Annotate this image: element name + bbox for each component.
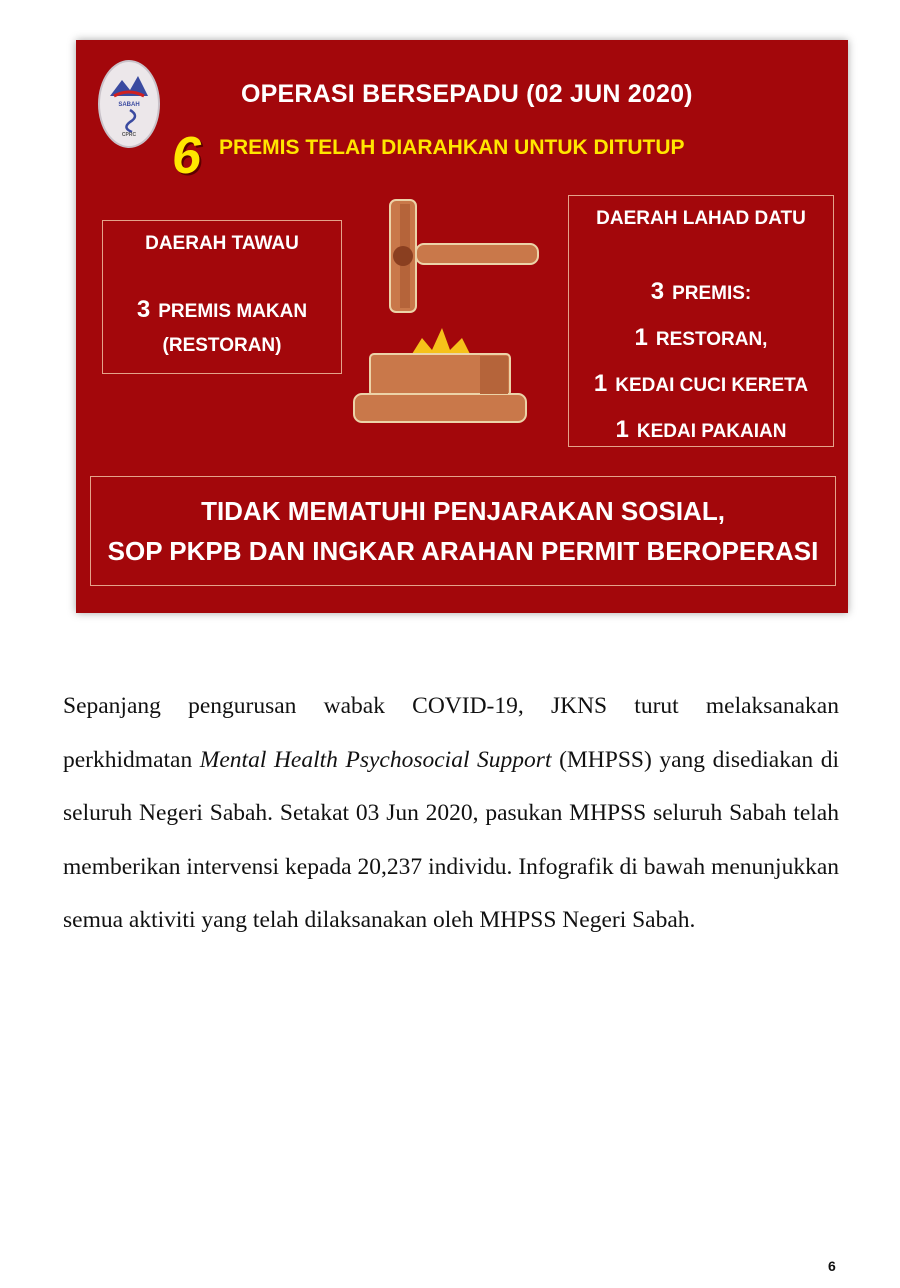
infographic-title: OPERASI BERSEPADU (02 JUN 2020) (241, 80, 693, 108)
reason-line-2: SOP PKPB DAN INGKAR ARAHAN PERMIT BEROPERASI (107, 536, 819, 566)
tawau-box (102, 220, 342, 374)
page-number: 6 (828, 1258, 836, 1274)
body-paragraph (63, 680, 839, 948)
paragraph-text-2: (MHPSS) yang disediakan di seluruh Negeri Sabah. Setakat 03 Jun 2020, pasukan MHPSS seluruh Sabah telah memberikan intervensi kepada 20,237 individu. Infografik di bawah menunjukkan semua aktiviti yang telah dilaksanakan oleh MHPSS Negeri Sabah. (63, 746, 839, 933)
lahad-datu-item: 1 KEDAI CUCI KERETA (593, 370, 809, 397)
lahad-datu-item: 1 RESTORAN, (634, 324, 768, 351)
logo (98, 60, 160, 148)
gavel-icon (350, 196, 550, 436)
reason-line-1: TIDAK MEMATUHI PENJARAKAN SOSIAL, (201, 496, 725, 526)
lahad-datu-item: 1 KEDAI PAKAIAN (615, 416, 787, 443)
logo-text-bottom: CPRC (121, 132, 137, 138)
tawau-line2: (RESTORAN) (162, 335, 282, 356)
paragraph-italic: Mental Health Psychosocial Support (199, 746, 552, 773)
premises-count: 6 (172, 127, 201, 185)
lahad-datu-item: 3 PREMIS: (650, 278, 752, 305)
tawau-heading: DAERAH TAWAU (145, 233, 299, 254)
lahad-datu-heading: DAERAH LAHAD DATU (596, 208, 806, 229)
tawau-count: 3 (136, 296, 151, 323)
tawau-line1: PREMIS MAKAN (158, 301, 308, 322)
infographic-image (76, 40, 848, 613)
logo-text-top: SABAH (118, 102, 140, 108)
infographic-subtitle: PREMIS TELAH DIARAHKAN UNTUK DITUTUP (219, 136, 685, 159)
reason-box (90, 476, 836, 586)
lahad-datu-box (568, 195, 834, 447)
paragraph-text-1: Sepanjang pengurusan wabak COVID-19, JKNS turut melaksanakan perkhidmatan (63, 693, 839, 773)
